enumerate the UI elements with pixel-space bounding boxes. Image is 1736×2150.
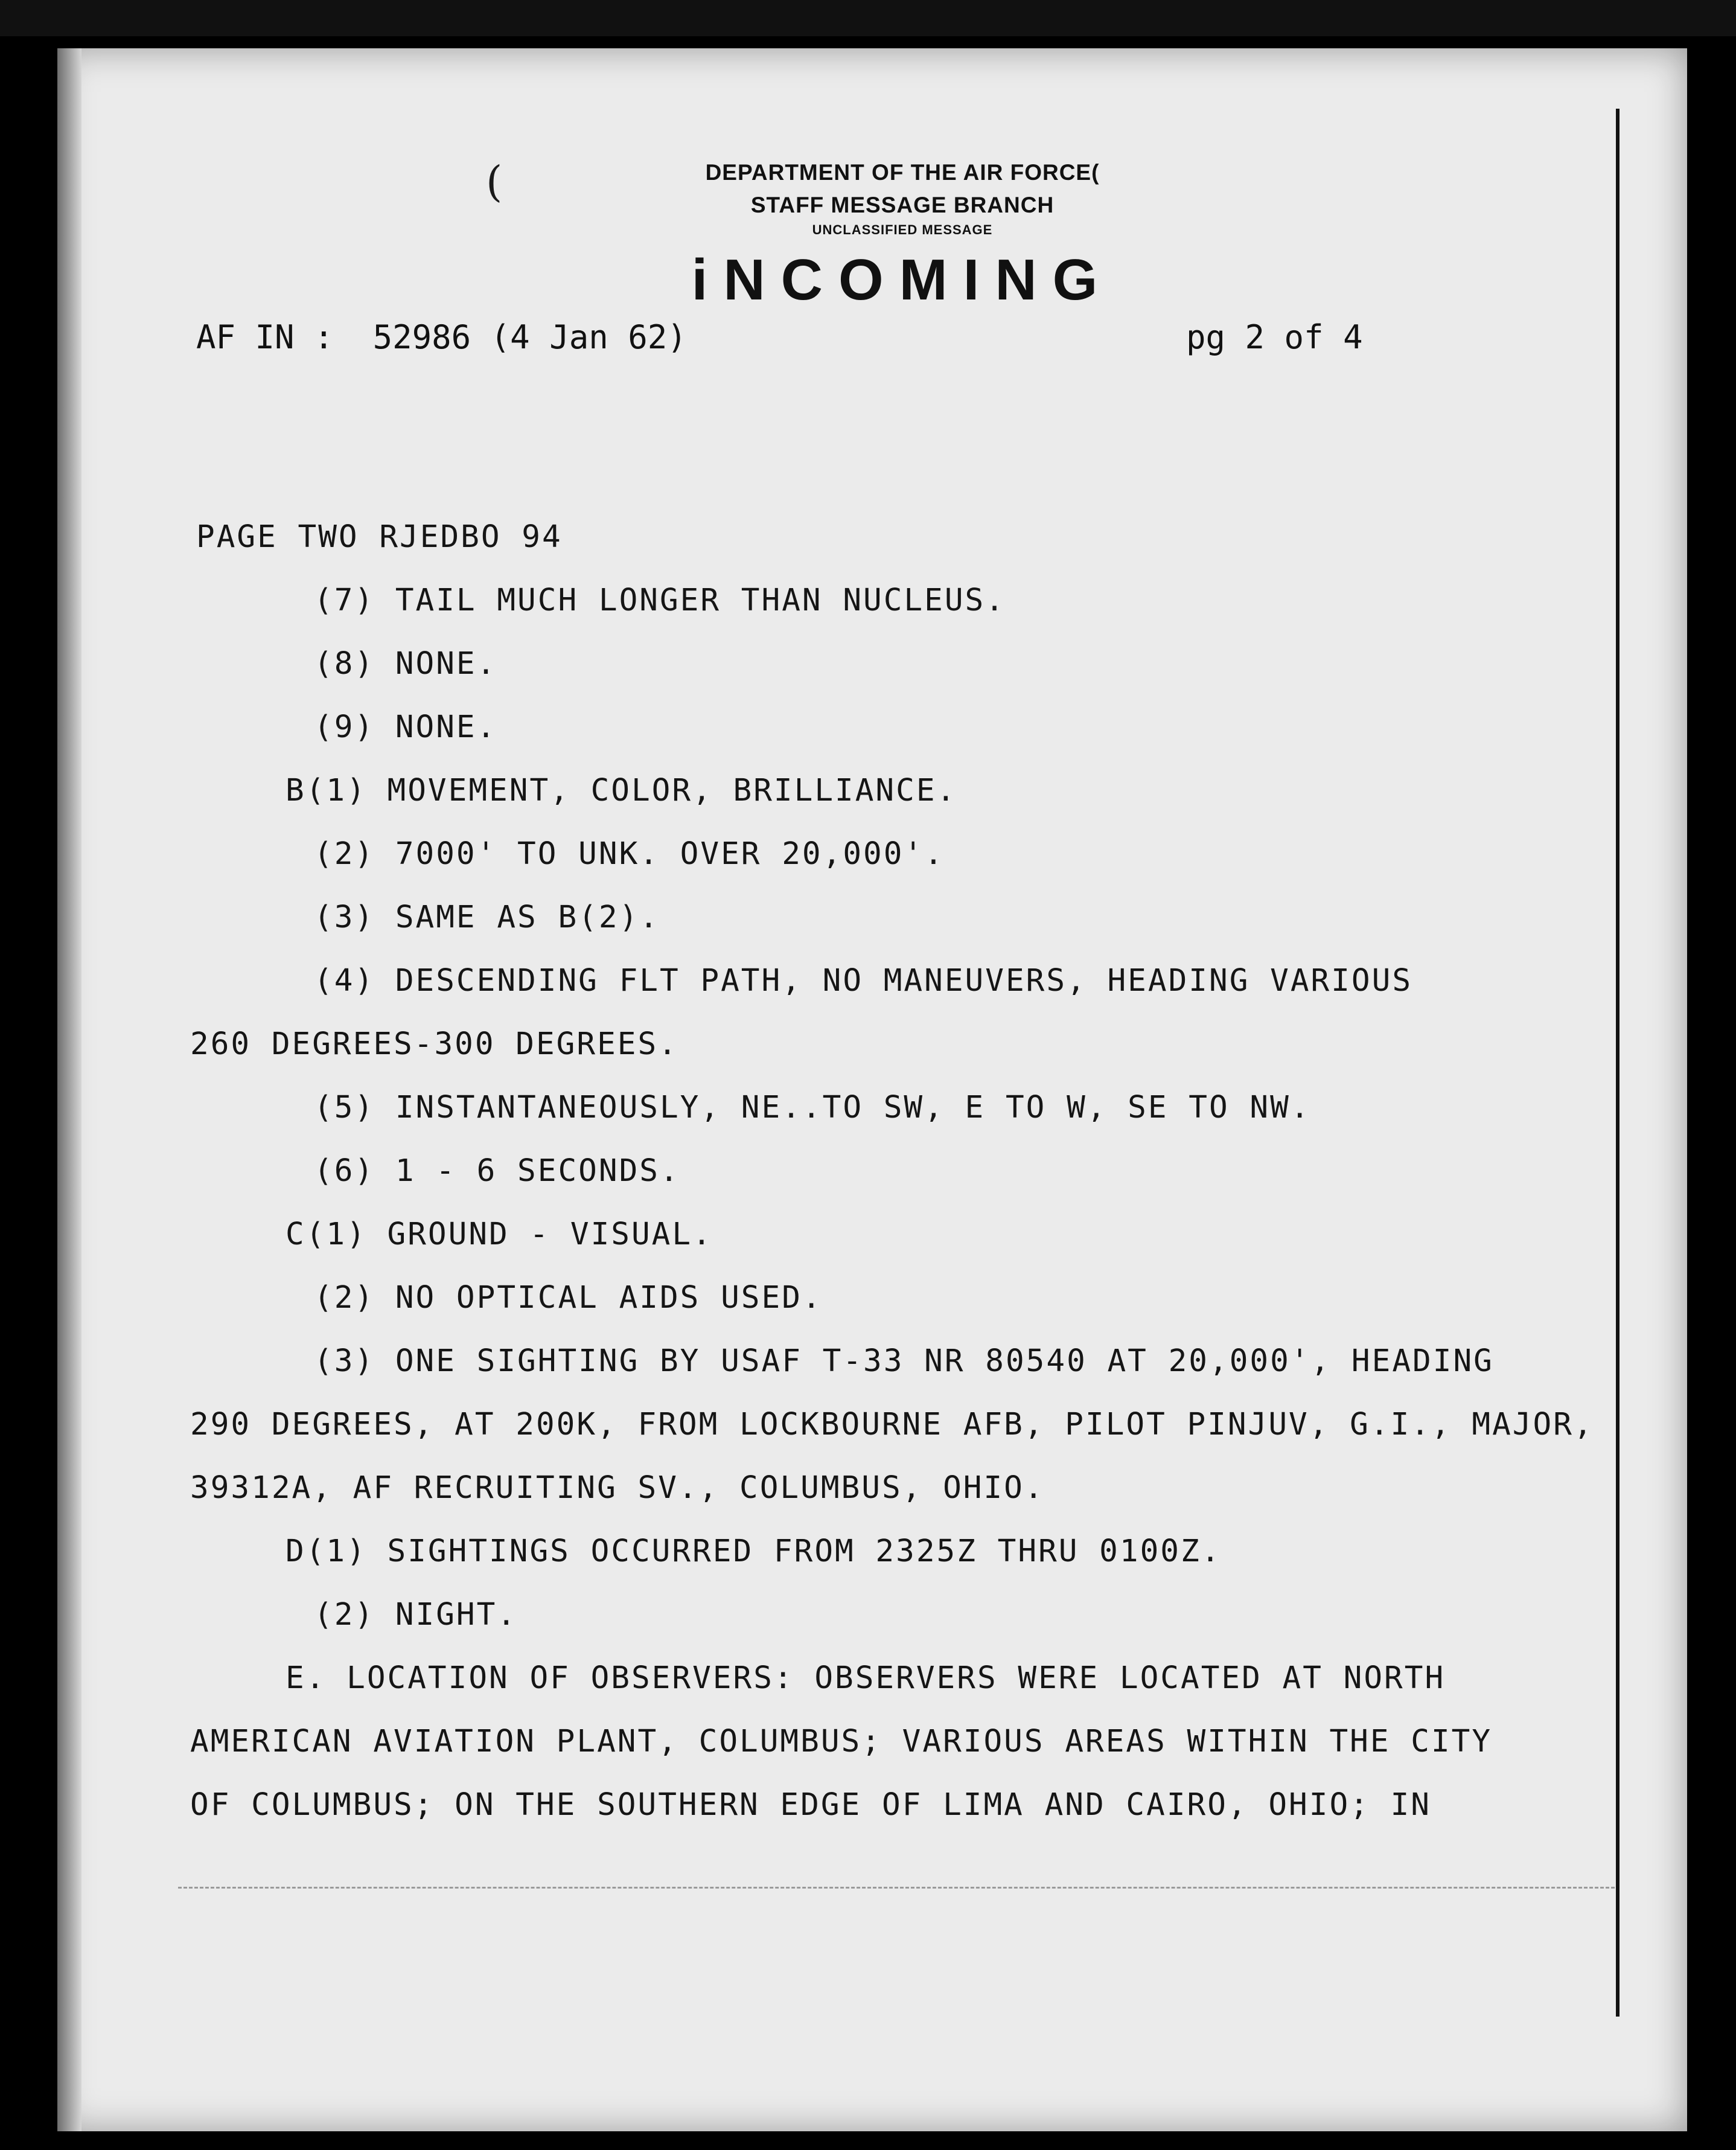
message-line: AMERICAN AVIATION PLANT, COLUMBUS; VARIOUS AREAS WITHIN THE CITY [190,1724,1493,1759]
page-edge-shadow [57,48,81,2131]
message-line: 260 DEGREES-300 DEGREES. [190,1026,678,1062]
message-line: PAGE TWO RJEDBO 94 [196,519,563,555]
document-page [57,48,1687,2131]
left-paren-mark: ( [486,157,503,206]
message-line: C(1) GROUND - VISUAL. [286,1217,713,1252]
message-line: (3) SAME AS B(2). [314,900,660,935]
message-line: B(1) MOVEMENT, COLOR, BRILLIANCE. [286,773,957,808]
message-line: 290 DEGREES, AT 200K, FROM LOCKBOURNE AFB, PILOT PINJUV, G.I., MAJOR, [190,1407,1594,1442]
message-line: OF COLUMBUS; ON THE SOUTHERN EDGE OF LIMA AND CAIRO, OHIO; IN [190,1787,1431,1823]
message-line: (2) NO OPTICAL AIDS USED. [314,1280,823,1316]
message-line: (9) NONE. [314,709,497,745]
message-line: (5) INSTANTANEOUSLY, NE..TO SW, E TO W, SE TO NW. [314,1090,1311,1125]
bottom-divider [178,1887,1615,1889]
message-line: (8) NONE. [314,646,497,682]
af-in-reference: AF IN : 52986 (4 Jan 62) [196,318,687,356]
right-margin-rule [1616,109,1620,2017]
message-line: (6) 1 - 6 SECONDS. [314,1153,680,1189]
message-line: (2) 7000' TO UNK. OVER 20,000'. [314,836,945,872]
incoming-title: iNCOMING [691,248,1114,312]
branch-name: STAFF MESSAGE BRANCH [750,193,1055,217]
message-line: (2) NIGHT. [314,1597,518,1633]
message-line: D(1) SIGHTINGS OCCURRED FROM 2325Z THRU 0100Z. [286,1534,1222,1569]
message-line: (3) ONE SIGHTING BY USAF T-33 NR 80540 AT 20,000', HEADING [314,1343,1494,1379]
letterhead [601,156,1204,316]
message-line: (7) TAIL MUCH LONGER THAN NUCLEUS. [314,583,1006,618]
message-line: 39312A, AF RECRUITING SV., COLUMBUS, OHIO. [190,1470,1045,1506]
message-line: E. LOCATION OF OBSERVERS: OBSERVERS WERE LOCATED AT NORTH [286,1660,1446,1696]
film-border [0,0,1736,36]
classification-label: UNCLASSIFIED MESSAGE [812,222,993,237]
message-line: (4) DESCENDING FLT PATH, NO MANEUVERS, HEADING VARIOUS [314,963,1413,999]
department-name: DEPARTMENT OF THE AIR FORCE( [705,160,1100,185]
page-number: pg 2 of 4 [1186,318,1363,356]
